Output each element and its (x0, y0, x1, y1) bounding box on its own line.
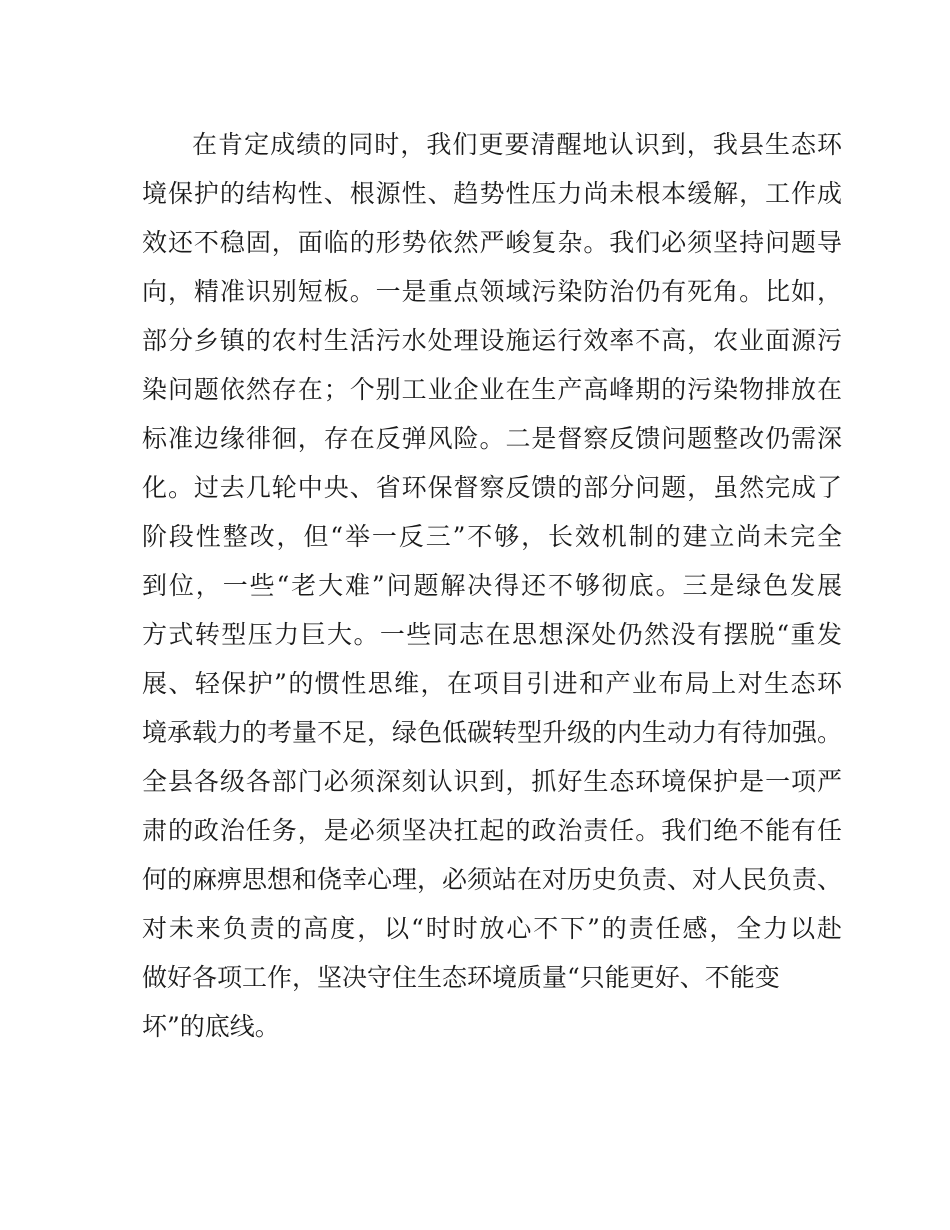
paragraph-line: 化。过去几轮中央、省环保督察反馈的部分问题，虽然完成了 (142, 473, 842, 502)
body-paragraph (142, 120, 842, 1051)
paragraph-line: 效还不稳固，面临的形势依然严峻复杂。我们必须坚持问题导 (142, 228, 842, 257)
paragraph-line: 到位，一些“老大难”问题解决得还不够彻底。三是绿色发展 (142, 571, 842, 600)
paragraph-line: 全县各级各部门必须深刻认识到，抓好生态环境保护是一项严 (142, 767, 842, 796)
paragraph-line: 坏”的底线。 (142, 1012, 280, 1041)
paragraph-line: 肃的政治任务，是必须坚决扛起的政治责任。我们绝不能有任 (142, 816, 842, 845)
paragraph-line: 部分乡镇的农村生活污水处理设施运行效率不高，农业面源污 (142, 326, 842, 355)
paragraph-line: 染问题依然存在；个别工业企业在生产高峰期的污染物排放在 (142, 375, 842, 404)
paragraph-line: 展、轻保护”的惯性思维，在项目引进和产业布局上对生态环 (142, 669, 842, 698)
paragraph-line: 境承载力的考量不足，绿色低碳转型升级的内生动力有待加强。 (142, 718, 843, 747)
paragraph-line: 境保护的结构性、根源性、趋势性压力尚未根本缓解，工作成 (142, 179, 842, 208)
paragraph-line: 阶段性整改，但“举一反三”不够，长效机制的建立尚未完全 (142, 522, 842, 551)
paragraph-line: 对未来负责的高度，以“时时放心不下”的责任感，全力以赴 (142, 914, 842, 943)
paragraph-line: 何的麻痹思想和侥幸心理，必须站在对历史负责、对人民负责、 (142, 865, 843, 894)
paragraph-line: 向，精准识别短板。一是重点领域污染防治仍有死角。比如， (142, 277, 842, 306)
paragraph-line: 做好各项工作，坚决守住生态环境质量“只能更好、不能变 (142, 963, 780, 992)
paragraph-line: 方式转型压力巨大。一些同志在思想深处仍然没有摆脱“重发 (142, 620, 842, 649)
paragraph-line: 在肯定成绩的同时，我们更要清醒地认识到，我县生态环 (192, 130, 842, 159)
paragraph-line: 标准边缘徘徊，存在反弹风险。二是督察反馈问题整改仍需深 (142, 424, 842, 453)
